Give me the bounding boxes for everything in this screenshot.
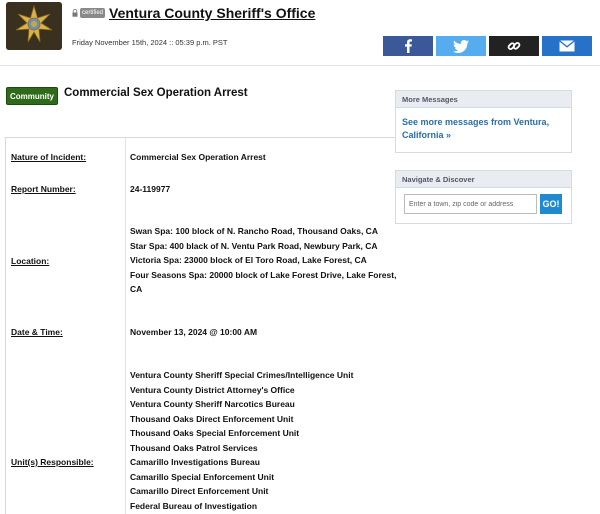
facebook-share-button[interactable] xyxy=(383,36,433,56)
timestamp: Friday November 15th, 2024 :: 05:39 p.m. PST xyxy=(72,38,228,47)
unit-line: Camarillo Direct Enforcement Unit xyxy=(130,486,269,496)
unit-line: Thousand Oaks Direct Enforcement Unit xyxy=(130,413,294,424)
report-number-label: Report Number: xyxy=(11,184,76,194)
more-messages-panel xyxy=(395,90,572,153)
copy-link-button[interactable] xyxy=(489,36,539,56)
location-line: CA xyxy=(130,284,143,294)
units-label: Unit(s) Responsible: xyxy=(11,457,94,467)
report-table xyxy=(5,137,445,514)
unit-line: Thousand Oaks Special Enforcement Unit xyxy=(130,428,300,438)
location-line: Swan Spa: 100 block of N. Rancho Road, Thousand Oaks, CA xyxy=(130,226,378,236)
location-label: Location: xyxy=(11,256,50,266)
datetime-value: November 13, 2024 @ 10:00 AM xyxy=(130,327,258,337)
datetime-label: Date & Time: xyxy=(11,327,63,337)
verified-label: certified xyxy=(82,10,104,16)
nature-label: Nature of Incident: xyxy=(11,152,87,162)
unit-line: Federal Bureau of Investigation xyxy=(130,500,258,511)
org-line xyxy=(72,4,315,22)
unit-line: Ventura County Sheriff Special Crimes/Intelligence Unit xyxy=(130,370,354,380)
units-value xyxy=(130,368,353,513)
location-line: Victoria Spa: 23000 block of El Toro Road, Lake Forest, CA xyxy=(130,255,367,265)
location-search-input[interactable] xyxy=(404,194,537,214)
sheriff-badge-logo[interactable] xyxy=(6,2,62,50)
page-title: Commercial Sex Operation Arrest xyxy=(64,87,248,99)
lock-icon xyxy=(72,9,78,17)
facebook-icon xyxy=(403,39,413,53)
navigate-panel xyxy=(395,170,572,224)
nature-value: Commercial Sex Operation Arrest xyxy=(130,152,266,162)
more-messages-link[interactable]: See more messages from Ventura, California » xyxy=(402,117,550,140)
unit-line: Camarillo Investigations Bureau xyxy=(130,457,260,467)
category-badge[interactable]: Community xyxy=(6,87,58,105)
search-row xyxy=(396,188,571,214)
more-messages-heading: More Messages xyxy=(396,91,571,108)
email-icon xyxy=(559,40,575,52)
link-icon xyxy=(507,39,521,53)
verified-badge xyxy=(72,8,105,18)
go-button[interactable]: GO! xyxy=(540,194,562,214)
location-value xyxy=(130,224,396,297)
unit-line: Ventura County Sheriff Narcotics Bureau xyxy=(130,399,295,409)
twitter-share-button[interactable] xyxy=(436,36,486,56)
unit-line: Camarillo Special Enforcement Unit xyxy=(130,471,275,482)
email-share-button[interactable] xyxy=(542,36,592,56)
page-header xyxy=(0,0,600,66)
unit-line: Ventura County District Attorney's Office xyxy=(130,384,295,395)
location-line: Four Seasons Spa: 20000 block of Lake Forest Drive, Lake Forest, xyxy=(130,269,397,280)
org-name-link[interactable]: Ventura County Sheriff's Office xyxy=(109,5,316,21)
navigate-heading: Navigate & Discover xyxy=(396,171,571,188)
unit-line: Thousand Oaks Patrol Services xyxy=(130,442,258,453)
twitter-icon xyxy=(453,40,469,53)
report-number-value: 24-119977 xyxy=(130,184,171,194)
column-divider xyxy=(125,138,126,514)
location-line: Star Spa: 400 black of N. Ventu Park Road, Newbury Park, CA xyxy=(130,240,378,251)
